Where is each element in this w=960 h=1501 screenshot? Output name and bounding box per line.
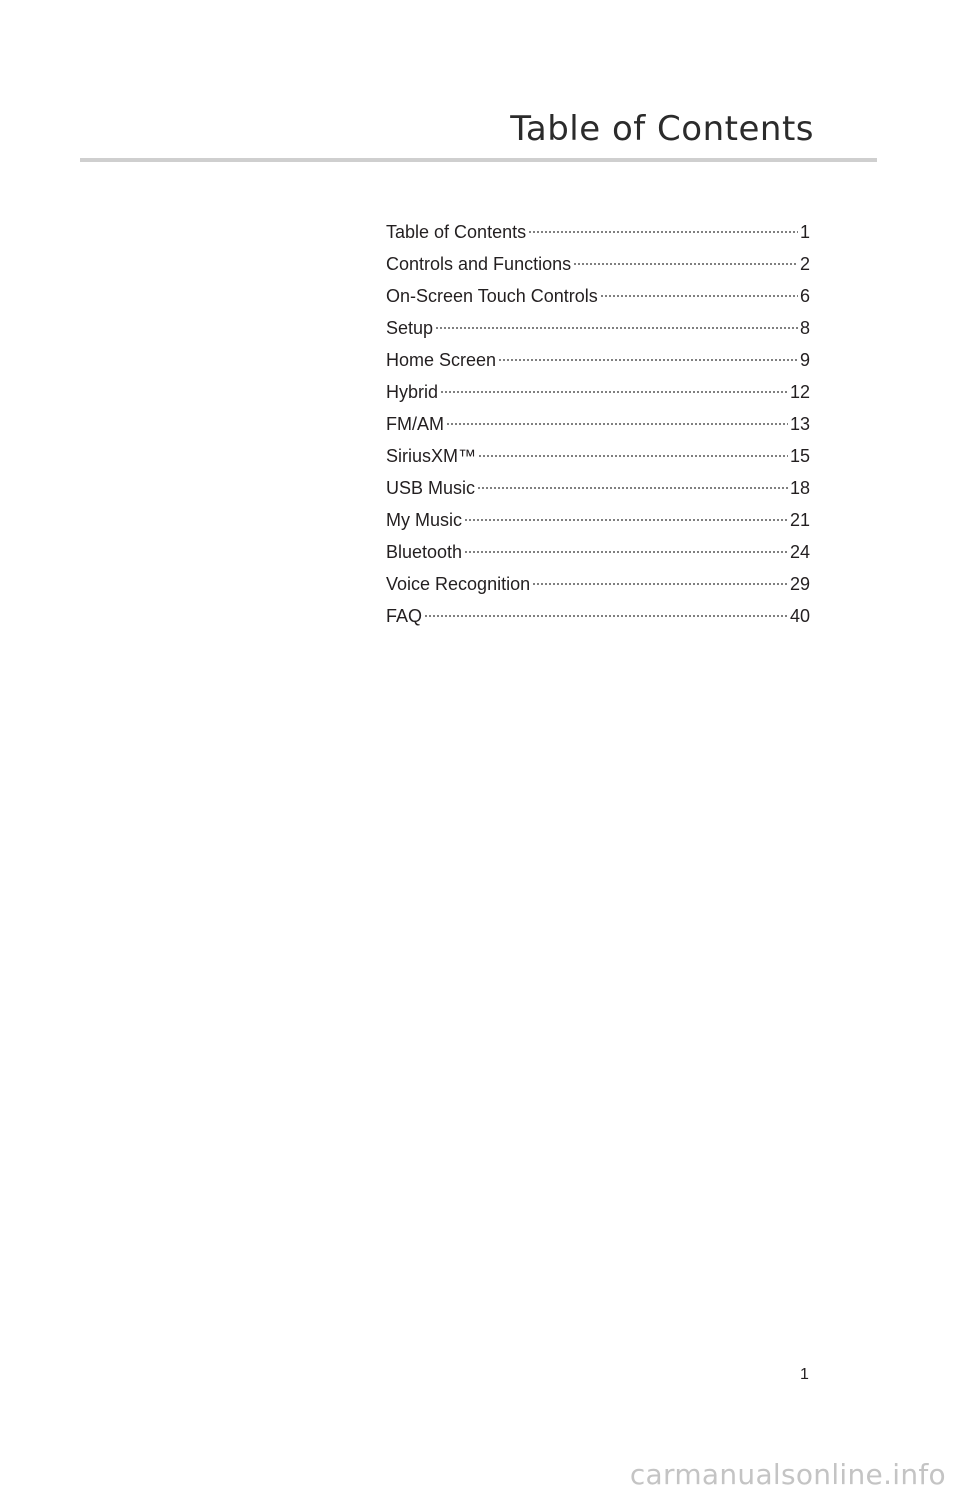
toc-entry-label: SiriusXM™ bbox=[386, 446, 477, 466]
toc-entry-label: My Music bbox=[386, 510, 462, 530]
toc-entry-page: 9 bbox=[799, 350, 810, 370]
toc-entry-home-screen[interactable] bbox=[386, 344, 810, 376]
toc-entry-controls-and-functions[interactable] bbox=[386, 248, 810, 280]
title-divider bbox=[80, 158, 877, 162]
dot-leader bbox=[528, 230, 798, 234]
toc-entry-table-of-contents[interactable] bbox=[386, 216, 810, 248]
toc-entry-bluetooth[interactable] bbox=[386, 536, 810, 568]
dot-leader bbox=[532, 582, 788, 586]
toc-entry-label: USB Music bbox=[386, 478, 476, 498]
toc-entry-page: 40 bbox=[789, 606, 810, 626]
toc-entry-page: 24 bbox=[789, 542, 810, 562]
dot-leader bbox=[477, 486, 788, 490]
toc-entry-page: 2 bbox=[799, 254, 810, 274]
toc-entry-on-screen-touch-controls[interactable] bbox=[386, 280, 810, 312]
page-number: 1 bbox=[800, 1366, 809, 1383]
toc-entry-label: FAQ bbox=[386, 606, 423, 626]
dot-leader bbox=[464, 518, 788, 522]
toc-entry-page: 18 bbox=[789, 478, 810, 498]
dot-leader bbox=[446, 422, 788, 426]
toc-entry-label: Table of Contents bbox=[386, 222, 527, 242]
toc-entry-faq[interactable] bbox=[386, 600, 810, 632]
dot-leader bbox=[478, 454, 788, 458]
toc-entry-fm-am[interactable] bbox=[386, 408, 810, 440]
toc-entry-page: 13 bbox=[789, 414, 810, 434]
dot-leader bbox=[440, 390, 788, 394]
page-title: Table of Contents bbox=[510, 109, 814, 149]
toc-entry-page: 21 bbox=[789, 510, 810, 530]
dot-leader bbox=[498, 358, 798, 362]
toc-entry-label: Home Screen bbox=[386, 350, 497, 370]
toc-entry-label: Voice Recognition bbox=[386, 574, 531, 594]
watermark: carmanualsonline.info bbox=[629, 1458, 946, 1491]
toc-entry-usb-music[interactable] bbox=[386, 472, 810, 504]
toc-entry-label: Controls and Functions bbox=[386, 254, 572, 274]
toc-entry-label: FM/AM bbox=[386, 414, 444, 434]
table-of-contents bbox=[386, 216, 810, 632]
toc-entry-siriusxm[interactable] bbox=[386, 440, 810, 472]
toc-entry-label: Hybrid bbox=[386, 382, 439, 402]
toc-entry-label: Bluetooth bbox=[386, 542, 463, 562]
toc-entry-label: Setup bbox=[386, 318, 434, 338]
dot-leader bbox=[600, 294, 798, 298]
dot-leader bbox=[435, 326, 798, 330]
toc-entry-hybrid[interactable] bbox=[386, 376, 810, 408]
dot-leader bbox=[573, 262, 798, 266]
dot-leader bbox=[464, 550, 788, 554]
toc-entry-my-music[interactable] bbox=[386, 504, 810, 536]
dot-leader bbox=[424, 614, 788, 618]
toc-entry-page: 15 bbox=[789, 446, 810, 466]
toc-entry-voice-recognition[interactable] bbox=[386, 568, 810, 600]
toc-entry-page: 8 bbox=[799, 318, 810, 338]
toc-entry-page: 29 bbox=[789, 574, 810, 594]
toc-entry-page: 1 bbox=[799, 222, 810, 242]
toc-entry-page: 6 bbox=[799, 286, 810, 306]
toc-entry-page: 12 bbox=[789, 382, 810, 402]
toc-entry-label: On-Screen Touch Controls bbox=[386, 286, 598, 306]
toc-entry-setup[interactable] bbox=[386, 312, 810, 344]
